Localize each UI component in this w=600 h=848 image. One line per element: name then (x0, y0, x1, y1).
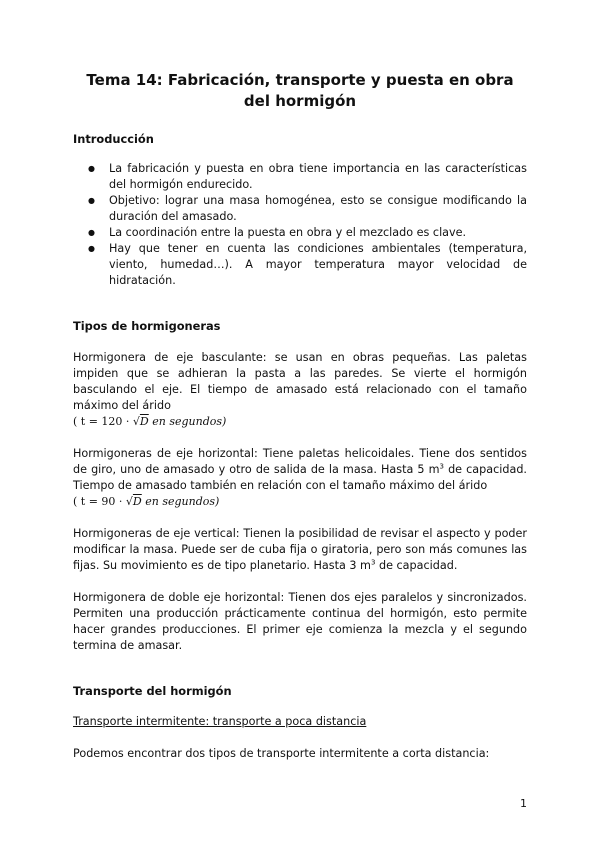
sqrt-icon: √ (125, 495, 133, 508)
paragraph-text: Hormigonera de eje basculante: se usan en obras pequeñas. Las paletas impiden que se adhieran la pasta a las paredes. Se vierte el hormigón basculando el eje. El tiempo de amasado está relacionado con el tamaño máximo del árido (73, 351, 527, 412)
formula-radicand: D (139, 415, 149, 428)
list-item: ● La coordinación entre la puesta en obra y el mezclado es clave. (73, 225, 527, 241)
paragraph-eje-basculante (73, 350, 527, 430)
paragraph-text: Hormigoneras de eje horizontal: Tiene paletas helicoidales. Tiene dos sentidos de giro, uno de amasado y otro de salida de la masa. Hasta 5 m (73, 447, 527, 476)
paragraph-eje-horizontal (73, 446, 527, 510)
formula-open: ( t = 90 · (73, 495, 126, 508)
section-heading-introduccion: Introducción (73, 132, 154, 146)
page-number: 1 (520, 797, 527, 810)
paragraph-transporte: Podemos encontrar dos tipos de transporte intermitente a corta distancia: (73, 747, 490, 760)
paragraph-text: Hormigoneras de eje vertical: Tienen la posibilidad de revisar el aspecto y poder modificar la masa. Puede ser de cuba fija o giratoria, pero son más comunes las fijas. Su movimiento es de tipo planetario. Hasta 3 m (73, 527, 527, 572)
paragraph-text-cont: de capacidad. Tiempo de amasado también en relación con el tamaño máximo del árido (73, 463, 527, 492)
formula-basculante (73, 414, 527, 430)
paragraph-text-cont: de capacidad. (375, 559, 458, 572)
formula-open: ( t = 120 · (73, 415, 133, 428)
paragraph-eje-vertical (73, 526, 527, 574)
section-heading-transporte: Transporte del hormigón (73, 684, 232, 698)
list-item: ● La fabricación y puesta en obra tiene importancia en las características del hormigón endurecido. (73, 161, 527, 193)
superscript: 3 (439, 462, 444, 471)
subheading-transporte-intermitente: Transporte intermitente: transporte a poca distancia (73, 715, 367, 728)
paragraph-doble-eje: Hormigonera de doble eje horizontal: Tienen dos ejes paralelos y sincronizados. Permiten una producción prácticamente continua del hormigón, esto permite hacer grandes producciones. El primer eje comienza la mezcla y el segundo termina de amasar. (73, 591, 527, 652)
list-item: ● Hay que tener en cuenta las condiciones ambientales (temperatura, viento, humedad…). A mayor temperatura mayor velocidad de hidratación. (73, 241, 527, 289)
section-heading-tipos: Tipos de hormigoneras (73, 319, 221, 333)
page-title: Tema 14: Fabricación, transporte y puesta en obra del hormigón (86, 71, 514, 110)
formula-horizontal (73, 494, 527, 510)
list-item: ● Objetivo: lograr una masa homogénea, esto se consigue modificando la duración del amasado. (73, 193, 527, 225)
sqrt-icon: √ (132, 415, 140, 428)
formula-radicand: D (132, 495, 142, 508)
formula-tail: en segundos) (141, 495, 220, 508)
intro-bullet-list (73, 161, 527, 289)
formula-tail: en segundos) (148, 415, 227, 428)
superscript: 3 (370, 558, 376, 567)
